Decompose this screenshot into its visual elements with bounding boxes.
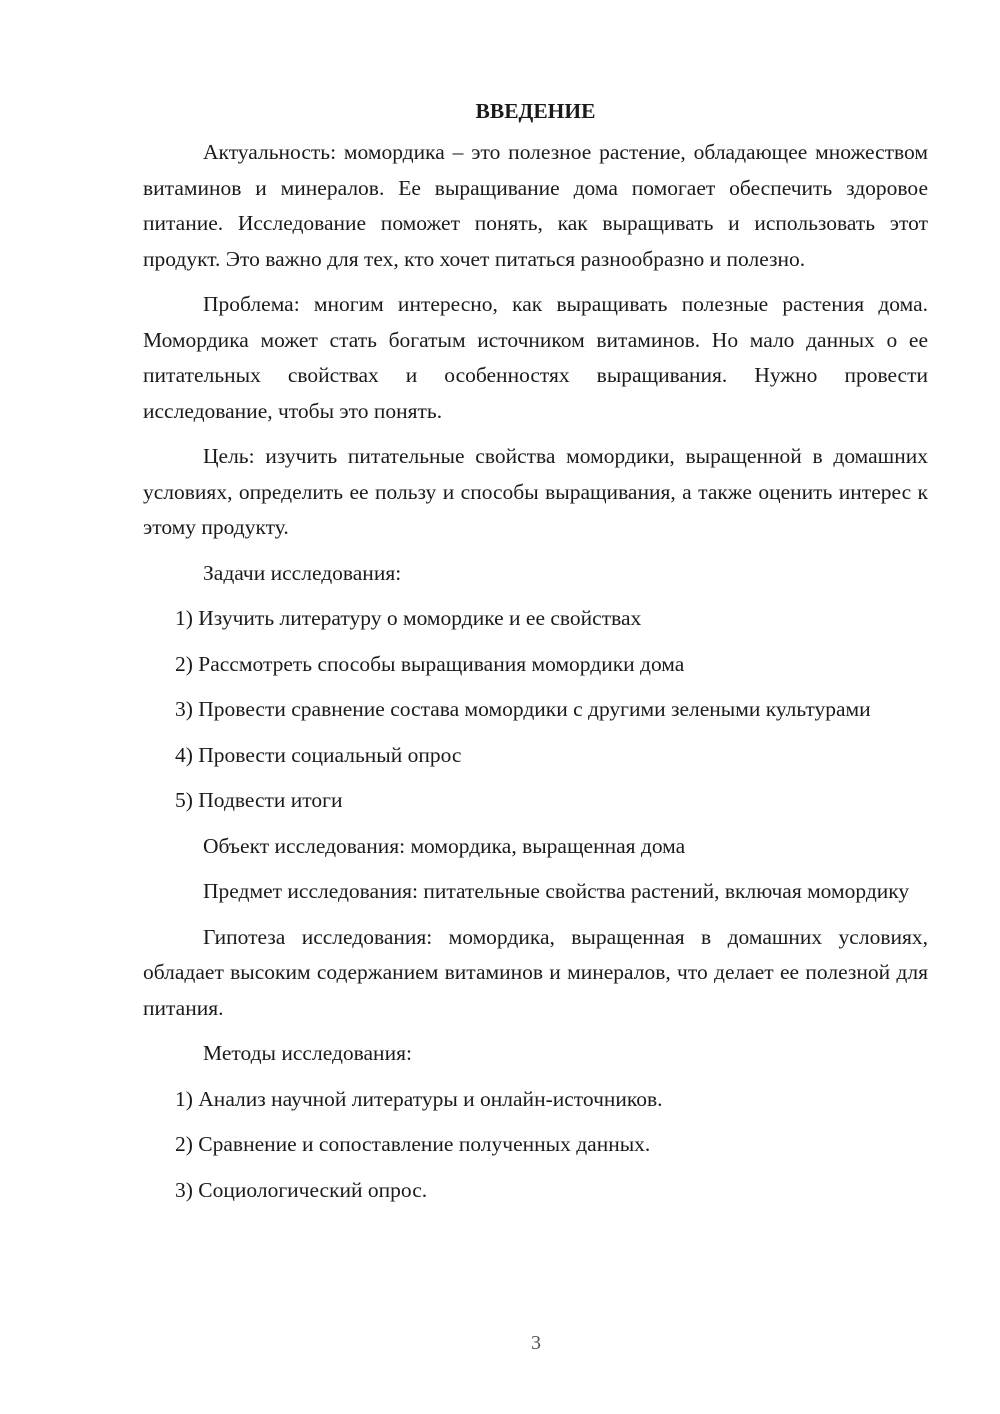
subject-paragraph: Предмет исследования: питательные свойства растений, включая момордику bbox=[203, 879, 910, 903]
page-number: 3 bbox=[531, 1332, 541, 1354]
task-item: 4) Провести социальный опрос bbox=[175, 742, 462, 767]
task-item: 1) Изучить литературу о момордике и ее свойствах bbox=[175, 606, 642, 630]
tasks-label: Задачи исследования: bbox=[203, 560, 402, 585]
problem-paragraph: Проблема: многим интересно, как выращивать полезные растения дома. Момордика может стать богатым источником витаминов. Но мало данных о ее питательных свойствах и особенностях выращивания. Нужно провести исследование, чтобы это понять. bbox=[143, 292, 928, 423]
hypothesis-paragraph: Гипотеза исследования: момордика, выращенная в домашних условиях, обладает высоким содержанием витаминов и минералов, что делает ее полезной для питания. bbox=[143, 924, 928, 1020]
document-page bbox=[143, 95, 928, 1218]
tasks-list bbox=[143, 601, 928, 819]
relevance-paragraph: Актуальность: момордика – это полезное растение, обладающее множеством витаминов и минералов. Ее выращивание дома помогает обеспечить здоровое питание. Исследование поможет понять, как выращивать и использовать этот продукт. Это важно для тех, кто хочет питаться разнообразно и полезно. bbox=[143, 140, 928, 271]
method-item: 2) Сравнение и сопоставление полученных данных. bbox=[175, 1132, 651, 1156]
task-item: 2) Рассмотреть способы выращивания момордики дома bbox=[175, 651, 685, 676]
methods-label: Методы исследования: bbox=[203, 1041, 412, 1065]
task-item: 5) Подвести итоги bbox=[175, 788, 343, 812]
task-item: 3) Провести сравнение состава момордики с другими зелеными культурами bbox=[175, 697, 871, 721]
object-paragraph: Объект исследования: момордика, выращенная дома bbox=[203, 833, 686, 858]
goal-paragraph: Цель: изучить питательные свойства момордики, выращенной в домашних условиях, определить ее пользу и способы выращивания, а также оценить интерес к этому продукту. bbox=[143, 444, 928, 539]
methods-list bbox=[143, 1082, 928, 1209]
method-item: 1) Анализ научной литературы и онлайн-источников. bbox=[175, 1086, 663, 1111]
section-title: ВВЕДЕНИЕ bbox=[475, 99, 596, 123]
method-item: 3) Социологический опрос. bbox=[175, 1177, 428, 1202]
